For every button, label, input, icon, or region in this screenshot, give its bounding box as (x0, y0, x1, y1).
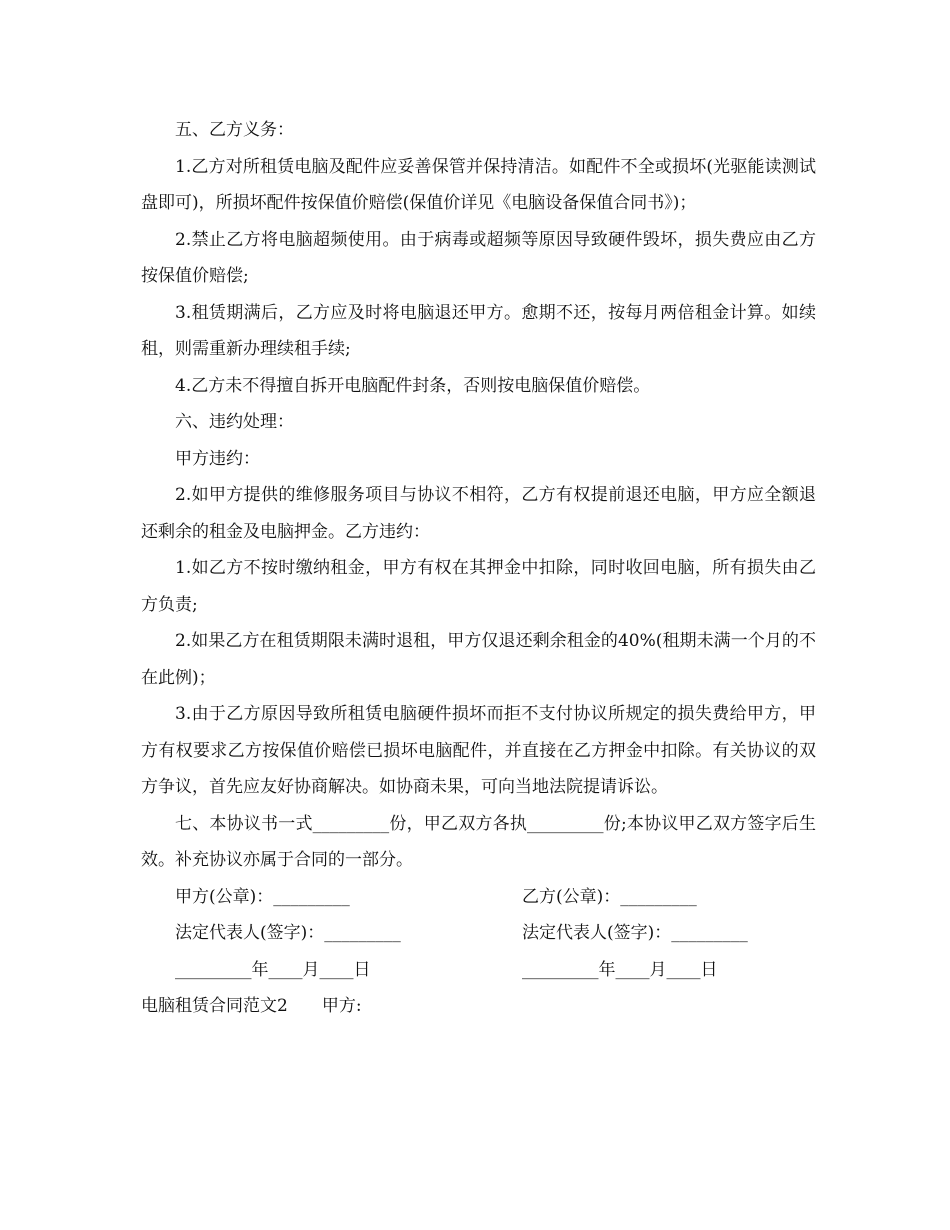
party-b-date: _________年____月____日 (522, 959, 718, 980)
clause-5-1: 1.乙方对所租赁电脑及配件应妥善保管并保持清洁。如配件不全或损坏(光驱能读测试盘即可)，所损坏配件按保值价赔偿(保值价详见《电脑设备保值合同书》)； (141, 156, 816, 213)
clause-5-4: 4.乙方未不得擅自拆开电脑配件封条，否则按电脑保值价赔偿。 (175, 375, 651, 396)
section-6-heading: 六、违约处理： (175, 412, 294, 432)
party-b-seal: 乙方(公章)：_________ (522, 886, 697, 907)
next-contract-party-a: 甲方: (321, 996, 362, 1016)
clause-5-2: 2.禁止乙方将电脑超频使用。由于病毒或超频等原因导致硬件毁坏，损失费应由乙方按保值价赔偿; (141, 229, 816, 286)
clause-6-b-3: 3.由于乙方原因导致所租赁电脑硬件损坏而拒不支付协议所规定的损失费给甲方，甲方有权要求乙方按保值价赔偿已损坏电脑配件，并直接在乙方押金中扣除。有关协议的双方争议，首先应友好协商解决。如协商未果，可向当地法院提请诉讼。 (141, 704, 816, 797)
next-contract-line (141, 988, 816, 1025)
section-7: 七、本协议书一式_________份，甲乙双方各执_________份;本协议甲乙双方签字后生效。补充协议亦属于合同的一部分。 (141, 813, 816, 870)
next-contract-title: 电脑租赁合同范文2 (141, 996, 288, 1016)
clause-6-b-1: 1.如乙方不按时缴纳租金，甲方有权在其押金中扣除，同时收回电脑，所有损失由乙方负责; (141, 558, 816, 615)
party-a-date: _________年____月____日 (175, 959, 371, 980)
clause-6-b-2: 2.如果乙方在租赁期限未满时退租，甲方仅退还剩余租金的40%(租期未满一个月的不在此例)； (141, 631, 816, 688)
party-b-representative: 法定代表人(签字)：_________ (522, 923, 748, 943)
signature-row-representative (141, 915, 816, 952)
signature-row-seal (141, 879, 816, 916)
signature-row-date (141, 952, 816, 989)
section-5-heading: 五、乙方义务： (175, 120, 294, 140)
party-a-seal: 甲方(公章)：_________ (175, 886, 350, 907)
clause-5-3: 3.租赁期满后，乙方应及时将电脑退还甲方。愈期不还，按每月两倍租金计算。如续租，则需重新办理续租手续; (141, 302, 816, 359)
document-page (141, 112, 816, 1025)
clause-6-a-2: 2.如甲方提供的维修服务项目与协议不相符，乙方有权提前退还电脑，甲方应全额退还剩余的租金及电脑押金。乙方违约： (141, 485, 816, 542)
party-a-representative: 法定代表人(签字)：_________ (175, 923, 401, 943)
party-a-breach-heading: 甲方违约： (175, 448, 260, 469)
